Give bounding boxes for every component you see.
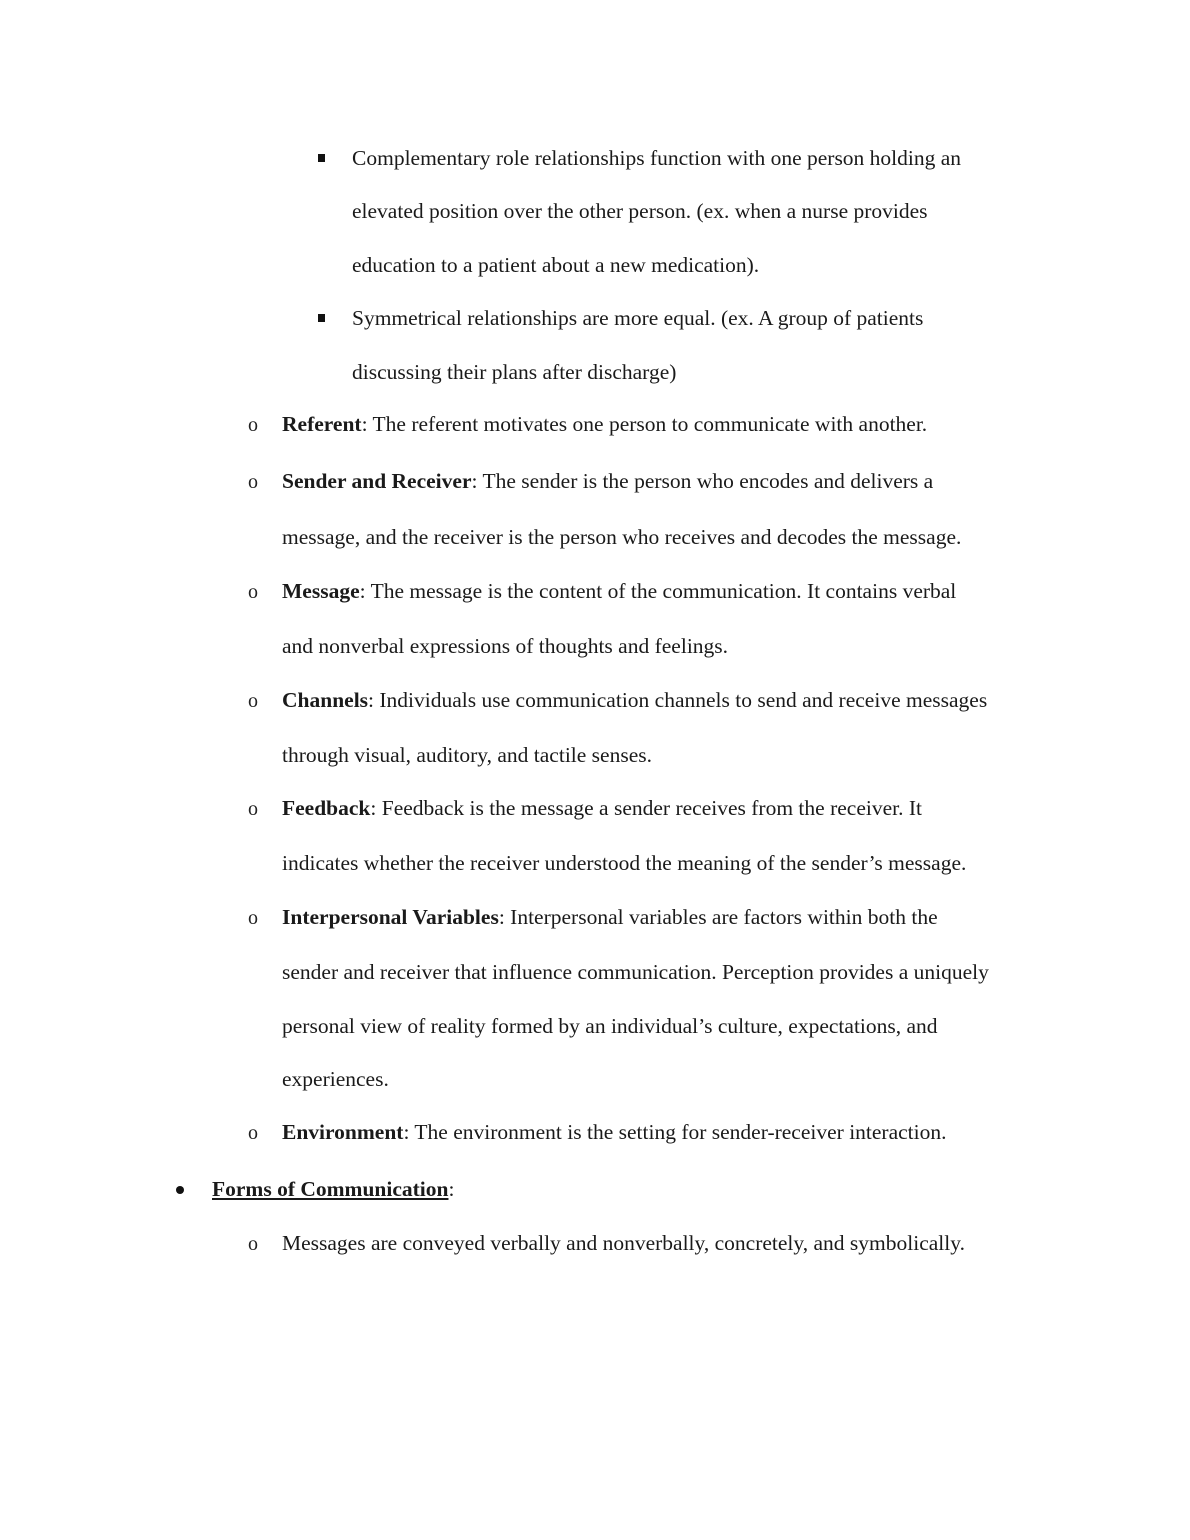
circle-bullet-icon: o	[248, 471, 258, 493]
bullet-text-line: discussing their plans after discharge)	[352, 360, 677, 384]
term-description: : The environment is the setting for sender-receiver interaction.	[403, 1120, 947, 1144]
list-item-continuation: experiences.	[282, 1067, 389, 1091]
list-item-forms: Messages are conveyed verbally and nonverbally, concretely, and symbolically.	[282, 1231, 965, 1255]
square-bullet-icon	[318, 154, 325, 162]
list-item-referent	[282, 409, 927, 439]
circle-bullet-icon: o	[248, 1233, 258, 1255]
list-item-environment	[282, 1117, 947, 1147]
term-description: : The message is the content of the communication. It contains verbal	[359, 579, 957, 603]
term-label: Channels	[282, 688, 369, 712]
term-description: : The sender is the person who encodes and delivers a	[471, 469, 934, 493]
list-item-interpersonal-variables	[282, 902, 938, 932]
circle-bullet-icon: o	[248, 1122, 258, 1144]
disc-bullet-icon	[176, 1186, 184, 1194]
term-description: : The referent motivates one person to communicate with another.	[361, 412, 928, 436]
term-label: Environment	[282, 1120, 404, 1144]
circle-bullet-icon: o	[248, 690, 258, 712]
list-item-continuation: through visual, auditory, and tactile senses.	[282, 743, 652, 767]
term-label: Sender and Receiver	[282, 469, 472, 493]
term-label: Referent	[282, 412, 362, 436]
list-item-message	[282, 576, 956, 606]
list-item-continuation: and nonverbal expressions of thoughts and feelings.	[282, 634, 729, 658]
section-heading-text: Forms of Communication	[212, 1177, 449, 1201]
square-bullet-icon	[318, 314, 325, 322]
circle-bullet-icon: o	[248, 798, 258, 820]
bullet-text-line: Symmetrical relationships are more equal. (ex. A group of patients	[352, 306, 924, 330]
circle-bullet-icon: o	[248, 414, 258, 436]
circle-bullet-icon: o	[248, 907, 258, 929]
section-heading	[212, 1174, 454, 1204]
list-item-continuation: personal view of reality formed by an individual’s culture, expectations, and	[282, 1014, 938, 1038]
term-label: Message	[282, 579, 360, 603]
term-description: : Feedback is the message a sender receives from the receiver. It	[370, 796, 922, 820]
list-item-sender-receiver	[282, 466, 933, 496]
list-item-channels	[282, 685, 987, 715]
bullet-text-line: education to a patient about a new medication).	[352, 253, 760, 277]
list-item-continuation: message, and the receiver is the person who receives and decodes the message.	[282, 525, 962, 549]
bullet-text-line: Complementary role relationships function with one person holding an	[352, 146, 962, 170]
term-description: : Interpersonal variables are factors within both the	[498, 905, 938, 929]
term-description: : Individuals use communication channels to send and receive messages	[368, 688, 988, 712]
list-item-feedback	[282, 793, 922, 823]
list-item-continuation: sender and receiver that influence communication. Perception provides a uniquely	[282, 960, 989, 984]
section-heading-colon: :	[448, 1177, 455, 1201]
circle-bullet-icon: o	[248, 581, 258, 603]
term-label: Feedback	[282, 796, 371, 820]
list-item-continuation: indicates whether the receiver understood the meaning of the sender’s message.	[282, 851, 967, 875]
bullet-text-line: elevated position over the other person. (ex. when a nurse provides	[352, 199, 928, 223]
term-label: Interpersonal Variables	[282, 905, 499, 929]
